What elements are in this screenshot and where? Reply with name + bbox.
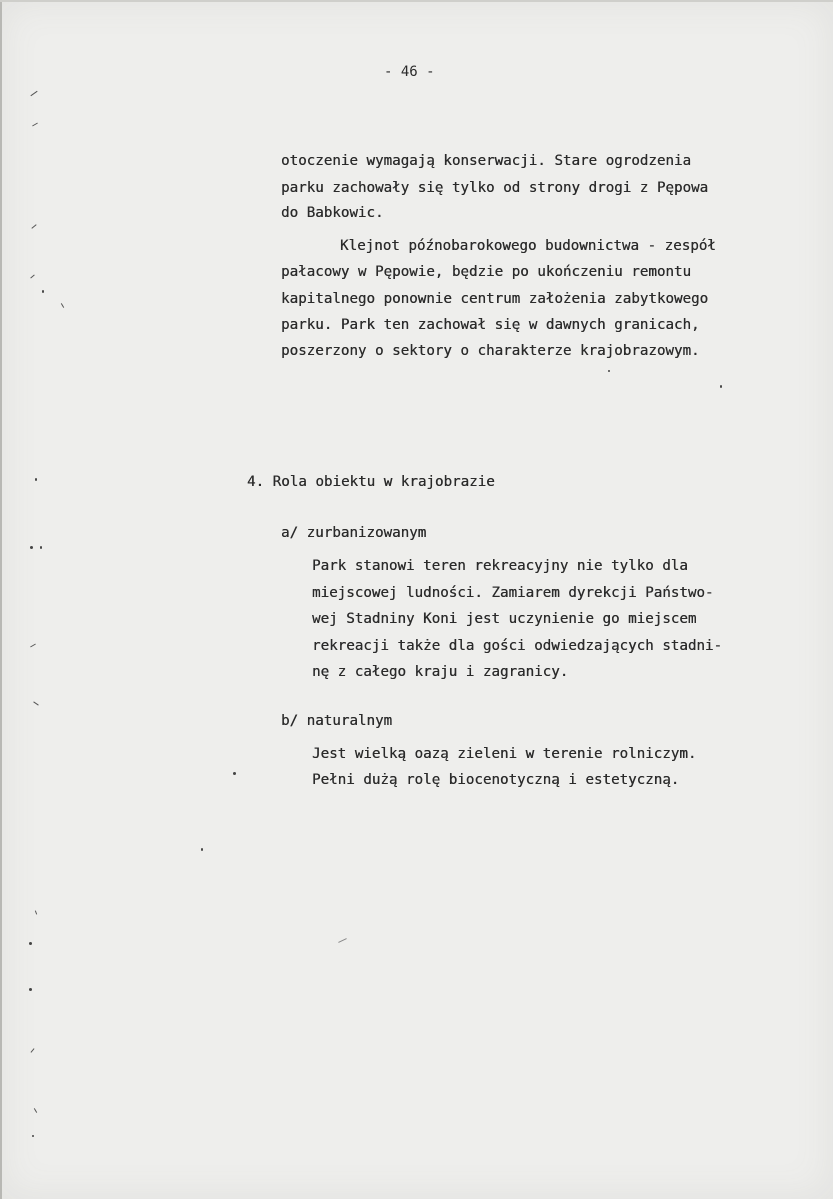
paragraph-1-line-1: otoczenie wymagają konserwacji. Stare ogrodzenia bbox=[281, 153, 691, 169]
margin-mark bbox=[30, 644, 36, 648]
subsection-a-line-1: Park stanowi teren rekreacyjny nie tylko dla bbox=[312, 558, 688, 574]
paragraph-2-line-5: poszerzony o sektory o charakterze krajobrazowym. bbox=[281, 343, 700, 359]
scan-left-edge bbox=[0, 0, 2, 1199]
page-number: - 46 - bbox=[384, 64, 435, 80]
subsection-b-line-1: Jest wielką oazą zieleni w terenie rolniczym. bbox=[312, 746, 697, 762]
subsection-a-label: a/ zurbanizowanym bbox=[281, 525, 427, 541]
margin-mark bbox=[30, 91, 37, 96]
page-speck bbox=[608, 370, 610, 372]
margin-mark bbox=[61, 303, 64, 308]
subsection-a-line-5: nę z całego kraju i zagranicy. bbox=[312, 664, 569, 680]
margin-speck bbox=[32, 1135, 34, 1137]
margin-mark bbox=[32, 123, 38, 127]
subsection-a-line-2: miejscowej ludności. Zamiarem dyrekcji Państwo- bbox=[312, 585, 714, 601]
page-mark bbox=[338, 938, 347, 943]
scan-top-edge bbox=[0, 0, 833, 2]
subsection-a-line-3: wej Stadniny Koni jest uczynienie go miejscem bbox=[312, 611, 697, 627]
paragraph-1-line-3: do Babkowic. bbox=[281, 205, 384, 221]
subsection-a-line-4: rekreacji także dla gości odwiedzających stadni- bbox=[312, 638, 722, 654]
page-speck bbox=[720, 385, 722, 388]
margin-speck bbox=[29, 942, 32, 945]
margin-speck bbox=[42, 290, 44, 293]
margin-mark bbox=[30, 275, 34, 279]
margin-mark bbox=[31, 1048, 35, 1052]
paragraph-2-line-3: kapitalnego ponownie centrum założenia zabytkowego bbox=[281, 291, 709, 307]
margin-speck bbox=[35, 478, 37, 481]
margin-mark bbox=[31, 224, 36, 229]
margin-mark bbox=[35, 910, 37, 914]
margin-speck bbox=[30, 546, 33, 549]
paragraph-2-line-4: parku. Park ten zachował się w dawnych granicach, bbox=[281, 317, 700, 333]
section-4-heading: 4. Rola obiektu w krajobrazie bbox=[247, 474, 495, 490]
paragraph-2-line-1: Klejnot późnobarokowego budownictwa - zespół bbox=[340, 238, 716, 254]
paragraph-2-line-2: pałacowy w Pępowie, będzie po ukończeniu remontu bbox=[281, 264, 691, 280]
margin-mark bbox=[34, 1108, 37, 1113]
subsection-b-line-2: Pełni dużą rolę biocenotyczną i estetyczną. bbox=[312, 772, 680, 788]
margin-speck bbox=[29, 988, 32, 991]
margin-speck bbox=[40, 546, 42, 549]
page-speck bbox=[233, 772, 236, 775]
margin-mark bbox=[33, 701, 38, 705]
page-speck bbox=[201, 848, 203, 851]
paragraph-1-line-2: parku zachowały się tylko od strony drogi z Pępowa bbox=[281, 180, 709, 196]
subsection-b-label: b/ naturalnym bbox=[281, 713, 393, 729]
